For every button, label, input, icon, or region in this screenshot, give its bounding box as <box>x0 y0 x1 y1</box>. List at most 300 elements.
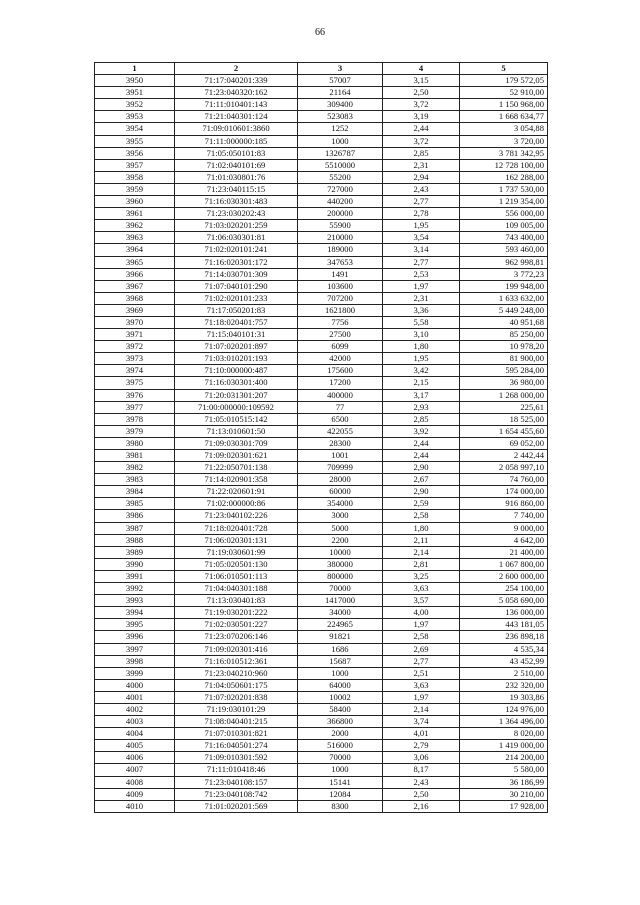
rate-cell: 2,77 <box>383 655 460 667</box>
row-number-cell: 3976 <box>95 389 175 401</box>
table-header-row <box>95 63 548 75</box>
value-cell: 74 760,00 <box>460 474 548 486</box>
cadastral-number-cell: 71:09:030301:709 <box>175 437 298 449</box>
row-number-cell: 3968 <box>95 292 175 304</box>
area-cell: 103600 <box>298 280 383 292</box>
cadastral-number-cell: 71:02:030501:227 <box>175 619 298 631</box>
area-cell: 60000 <box>298 486 383 498</box>
row-number-cell: 3980 <box>95 437 175 449</box>
row-number-cell: 3973 <box>95 353 175 365</box>
value-cell: 179 572,05 <box>460 75 548 87</box>
cadastral-number-cell: 71:21:040301:124 <box>175 111 298 123</box>
table-row <box>95 764 548 776</box>
cadastral-number-cell: 71:05:010515:142 <box>175 413 298 425</box>
area-cell: 309400 <box>298 99 383 111</box>
cadastral-number-cell: 71:16:030301:400 <box>175 377 298 389</box>
rate-cell: 3,63 <box>383 583 460 595</box>
area-cell: 1000 <box>298 667 383 679</box>
row-number-cell: 3998 <box>95 655 175 667</box>
cadastral-number-cell: 71:08:040401:215 <box>175 716 298 728</box>
table-row <box>95 87 548 99</box>
rate-cell: 3,06 <box>383 752 460 764</box>
row-number-cell: 3970 <box>95 316 175 328</box>
row-number-cell: 3978 <box>95 413 175 425</box>
row-number-cell: 3951 <box>95 87 175 99</box>
rate-cell: 3,14 <box>383 244 460 256</box>
cadastral-number-cell: 71:09:020301:621 <box>175 450 298 462</box>
row-number-cell: 3991 <box>95 570 175 582</box>
rate-cell: 1,80 <box>383 522 460 534</box>
row-number-cell: 3975 <box>95 377 175 389</box>
rate-cell: 3,74 <box>383 716 460 728</box>
area-cell: 55200 <box>298 171 383 183</box>
table-row <box>95 691 548 703</box>
value-cell: 4 642,00 <box>460 534 548 546</box>
value-cell: 10 978,20 <box>460 341 548 353</box>
area-cell: 57007 <box>298 75 383 87</box>
area-cell: 8300 <box>298 800 383 812</box>
table-row <box>95 679 548 691</box>
table-row <box>95 740 548 752</box>
row-number-cell: 3967 <box>95 280 175 292</box>
value-cell: 443 181,05 <box>460 619 548 631</box>
rate-cell: 2,43 <box>383 776 460 788</box>
area-cell: 516000 <box>298 740 383 752</box>
area-cell: 5000 <box>298 522 383 534</box>
row-number-cell: 3993 <box>95 595 175 607</box>
area-cell: 5510000 <box>298 159 383 171</box>
value-cell: 69 052,00 <box>460 437 548 449</box>
rate-cell: 2,81 <box>383 558 460 570</box>
area-cell: 21164 <box>298 87 383 99</box>
cadastral-number-cell: 71:02:020101:233 <box>175 292 298 304</box>
cadastral-number-cell: 71:18:020401:728 <box>175 522 298 534</box>
rate-cell: 8,17 <box>383 764 460 776</box>
table-row <box>95 583 548 595</box>
area-cell: 1686 <box>298 643 383 655</box>
row-number-cell: 4010 <box>95 800 175 812</box>
table-row <box>95 522 548 534</box>
table-row <box>95 220 548 232</box>
cadastral-number-cell: 71:19:030101:29 <box>175 703 298 715</box>
value-cell: 40 951,68 <box>460 316 548 328</box>
value-cell: 21 400,00 <box>460 546 548 558</box>
rate-cell: 5,58 <box>383 316 460 328</box>
rate-cell: 2,78 <box>383 208 460 220</box>
area-cell: 7756 <box>298 316 383 328</box>
cadastral-number-cell: 71:20:031301:207 <box>175 389 298 401</box>
row-number-cell: 3997 <box>95 643 175 655</box>
area-cell: 12084 <box>298 788 383 800</box>
page-number: 66 <box>315 27 325 38</box>
cadastral-number-cell: 71:07:040101:290 <box>175 280 298 292</box>
value-cell: 595 284,00 <box>460 365 548 377</box>
rate-cell: 2,50 <box>383 788 460 800</box>
rate-cell: 1,95 <box>383 353 460 365</box>
rate-cell: 2,85 <box>383 413 460 425</box>
table-row <box>95 171 548 183</box>
row-number-cell: 3960 <box>95 196 175 208</box>
rate-cell: 2,58 <box>383 631 460 643</box>
table-row <box>95 570 548 582</box>
rate-cell: 2,85 <box>383 147 460 159</box>
value-cell: 1 150 968,00 <box>460 99 548 111</box>
table-row <box>95 196 548 208</box>
area-cell: 354000 <box>298 498 383 510</box>
table-row <box>95 329 548 341</box>
row-number-cell: 4004 <box>95 728 175 740</box>
rate-cell: 3,15 <box>383 75 460 87</box>
value-cell: 214 200,00 <box>460 752 548 764</box>
cadastral-number-cell: 71:23:040115:15 <box>175 183 298 195</box>
rate-cell: 2,14 <box>383 703 460 715</box>
row-number-cell: 3971 <box>95 329 175 341</box>
value-cell: 1 419 000,00 <box>460 740 548 752</box>
area-cell: 17200 <box>298 377 383 389</box>
rate-cell: 2,31 <box>383 292 460 304</box>
cadastral-number-cell: 71:11:000000:185 <box>175 135 298 147</box>
rate-cell: 2,43 <box>383 183 460 195</box>
row-number-cell: 3984 <box>95 486 175 498</box>
cadastral-number-cell: 71:05:050101:83 <box>175 147 298 159</box>
value-cell: 1 364 496,00 <box>460 716 548 728</box>
table-row <box>95 147 548 159</box>
value-cell: 109 005,00 <box>460 220 548 232</box>
cadastral-number-cell: 71:01:020201:569 <box>175 800 298 812</box>
table-row <box>95 631 548 643</box>
value-cell: 1 067 800,00 <box>460 558 548 570</box>
rate-cell: 2,94 <box>383 171 460 183</box>
data-table <box>94 62 548 813</box>
value-cell: 1 737 530,00 <box>460 183 548 195</box>
row-number-cell: 3985 <box>95 498 175 510</box>
table-row <box>95 486 548 498</box>
rate-cell: 3,63 <box>383 679 460 691</box>
cadastral-number-cell: 71:16:030301:483 <box>175 196 298 208</box>
rate-cell: 3,72 <box>383 135 460 147</box>
row-number-cell: 3966 <box>95 268 175 280</box>
table-row <box>95 776 548 788</box>
cadastral-number-cell: 71:13:030401:83 <box>175 595 298 607</box>
value-cell: 4 535,34 <box>460 643 548 655</box>
table-row <box>95 800 548 812</box>
rate-cell: 2,51 <box>383 667 460 679</box>
area-cell: 189000 <box>298 244 383 256</box>
value-cell: 30 210,00 <box>460 788 548 800</box>
row-number-cell: 3957 <box>95 159 175 171</box>
table-row <box>95 437 548 449</box>
cadastral-number-cell: 71:00:000000:109592 <box>175 401 298 413</box>
cadastral-number-cell: 71:17:040201:339 <box>175 75 298 87</box>
area-cell: 6500 <box>298 413 383 425</box>
area-cell: 70000 <box>298 752 383 764</box>
table-body <box>95 75 548 813</box>
value-cell: 1 633 632,00 <box>460 292 548 304</box>
area-cell: 709999 <box>298 462 383 474</box>
table-row <box>95 716 548 728</box>
value-cell: 232 320,00 <box>460 679 548 691</box>
area-cell: 1621800 <box>298 304 383 316</box>
table-row <box>95 232 548 244</box>
table-row <box>95 752 548 764</box>
table-row <box>95 595 548 607</box>
cadastral-number-cell: 71:06:030301:81 <box>175 232 298 244</box>
value-cell: 236 898,18 <box>460 631 548 643</box>
cadastral-number-cell: 71:23:040108:742 <box>175 788 298 800</box>
cadastral-number-cell: 71:09:010301:592 <box>175 752 298 764</box>
value-cell: 593 460,00 <box>460 244 548 256</box>
value-cell: 5 058 690,00 <box>460 595 548 607</box>
area-cell: 347653 <box>298 256 383 268</box>
value-cell: 2 058 997,10 <box>460 462 548 474</box>
rate-cell: 2,44 <box>383 123 460 135</box>
table-row <box>95 377 548 389</box>
column-header-5: 5 <box>460 63 548 75</box>
table-row <box>95 341 548 353</box>
value-cell: 1 268 000,00 <box>460 389 548 401</box>
value-cell: 36 980,00 <box>460 377 548 389</box>
value-cell: 743 400,00 <box>460 232 548 244</box>
cadastral-number-cell: 71:11:010418:46 <box>175 764 298 776</box>
area-cell: 70000 <box>298 583 383 595</box>
area-cell: 10002 <box>298 691 383 703</box>
cadastral-number-cell: 71:06:010501:113 <box>175 570 298 582</box>
column-header-4: 4 <box>383 63 460 75</box>
table-row <box>95 353 548 365</box>
rate-cell: 4,01 <box>383 728 460 740</box>
row-number-cell: 3954 <box>95 123 175 135</box>
rate-cell: 1,95 <box>383 220 460 232</box>
table-row <box>95 99 548 111</box>
column-header-3: 3 <box>298 63 383 75</box>
area-cell: 77 <box>298 401 383 413</box>
rate-cell: 1,97 <box>383 691 460 703</box>
value-cell: 1 654 455,60 <box>460 425 548 437</box>
rate-cell: 2,79 <box>383 740 460 752</box>
cadastral-number-cell: 71:01:030801:76 <box>175 171 298 183</box>
table-row <box>95 365 548 377</box>
rate-cell: 2,53 <box>383 268 460 280</box>
cadastral-number-cell: 71:04:050601:175 <box>175 679 298 691</box>
cadastral-number-cell: 71:18:020401:757 <box>175 316 298 328</box>
cadastral-number-cell: 71:03:010201:193 <box>175 353 298 365</box>
cadastral-number-cell: 71:04:040301:188 <box>175 583 298 595</box>
row-number-cell: 3999 <box>95 667 175 679</box>
row-number-cell: 3979 <box>95 425 175 437</box>
table-row <box>95 728 548 740</box>
row-number-cell: 3964 <box>95 244 175 256</box>
table-row <box>95 183 548 195</box>
value-cell: 5 449 248,00 <box>460 304 548 316</box>
row-number-cell: 3994 <box>95 607 175 619</box>
row-number-cell: 3974 <box>95 365 175 377</box>
value-cell: 3 720,00 <box>460 135 548 147</box>
cadastral-number-cell: 71:22:050701:138 <box>175 462 298 474</box>
table-row <box>95 75 548 87</box>
area-cell: 15141 <box>298 776 383 788</box>
table-row <box>95 788 548 800</box>
value-cell: 3 054,88 <box>460 123 548 135</box>
row-number-cell: 4002 <box>95 703 175 715</box>
row-number-cell: 3983 <box>95 474 175 486</box>
value-cell: 1 219 354,00 <box>460 196 548 208</box>
cadastral-number-cell: 71:09:020301:416 <box>175 643 298 655</box>
area-cell: 400000 <box>298 389 383 401</box>
value-cell: 162 288,00 <box>460 171 548 183</box>
rate-cell: 3,10 <box>383 329 460 341</box>
row-number-cell: 3990 <box>95 558 175 570</box>
row-number-cell: 3972 <box>95 341 175 353</box>
area-cell: 10000 <box>298 546 383 558</box>
row-number-cell: 3962 <box>95 220 175 232</box>
rate-cell: 1,97 <box>383 619 460 631</box>
value-cell: 3 781 342,95 <box>460 147 548 159</box>
value-cell: 12 728 100,00 <box>460 159 548 171</box>
row-number-cell: 3965 <box>95 256 175 268</box>
area-cell: 3000 <box>298 510 383 522</box>
value-cell: 2 600 000,00 <box>460 570 548 582</box>
cadastral-number-cell: 71:02:020101:241 <box>175 244 298 256</box>
table-row <box>95 292 548 304</box>
area-cell: 1000 <box>298 135 383 147</box>
cadastral-number-cell: 71:05:020501:130 <box>175 558 298 570</box>
cadastral-number-cell: 71:13:010601:50 <box>175 425 298 437</box>
area-cell: 366800 <box>298 716 383 728</box>
row-number-cell: 3988 <box>95 534 175 546</box>
area-cell: 440200 <box>298 196 383 208</box>
rate-cell: 3,25 <box>383 570 460 582</box>
area-cell: 1491 <box>298 268 383 280</box>
rate-cell: 2,15 <box>383 377 460 389</box>
cadastral-number-cell: 71:19:030601:99 <box>175 546 298 558</box>
row-number-cell: 3992 <box>95 583 175 595</box>
cadastral-number-cell: 71:02:040101:69 <box>175 159 298 171</box>
value-cell: 36 186,99 <box>460 776 548 788</box>
area-cell: 42000 <box>298 353 383 365</box>
table-row <box>95 510 548 522</box>
value-cell: 136 000,00 <box>460 607 548 619</box>
rate-cell: 3,57 <box>383 595 460 607</box>
row-number-cell: 4003 <box>95 716 175 728</box>
rate-cell: 3,92 <box>383 425 460 437</box>
area-cell: 55900 <box>298 220 383 232</box>
value-cell: 8 020,00 <box>460 728 548 740</box>
area-cell: 6099 <box>298 341 383 353</box>
area-cell: 523083 <box>298 111 383 123</box>
row-number-cell: 3952 <box>95 99 175 111</box>
row-number-cell: 3950 <box>95 75 175 87</box>
value-cell: 17 928,00 <box>460 800 548 812</box>
table-row <box>95 123 548 135</box>
table-row <box>95 462 548 474</box>
area-cell: 1252 <box>298 123 383 135</box>
area-cell: 27500 <box>298 329 383 341</box>
value-cell: 7 740,00 <box>460 510 548 522</box>
rate-cell: 2,44 <box>383 437 460 449</box>
area-cell: 200000 <box>298 208 383 220</box>
table-row <box>95 111 548 123</box>
table-row <box>95 474 548 486</box>
rate-cell: 2,16 <box>383 800 460 812</box>
row-number-cell: 3953 <box>95 111 175 123</box>
value-cell: 254 100,00 <box>460 583 548 595</box>
table-row <box>95 316 548 328</box>
area-cell: 1326787 <box>298 147 383 159</box>
rate-cell: 3,42 <box>383 365 460 377</box>
area-cell: 28300 <box>298 437 383 449</box>
rate-cell: 3,17 <box>383 389 460 401</box>
row-number-cell: 3981 <box>95 450 175 462</box>
row-number-cell: 3961 <box>95 208 175 220</box>
value-cell: 174 000,00 <box>460 486 548 498</box>
value-cell: 43 452,99 <box>460 655 548 667</box>
table-row <box>95 425 548 437</box>
area-cell: 727000 <box>298 183 383 195</box>
area-cell: 175600 <box>298 365 383 377</box>
area-cell: 380000 <box>298 558 383 570</box>
cadastral-number-cell: 71:23:040102:226 <box>175 510 298 522</box>
column-header-1: 1 <box>95 63 175 75</box>
table-row <box>95 413 548 425</box>
rate-cell: 3,36 <box>383 304 460 316</box>
rate-cell: 2,69 <box>383 643 460 655</box>
area-cell: 422055 <box>298 425 383 437</box>
table-row <box>95 244 548 256</box>
table-row <box>95 667 548 679</box>
table-row <box>95 159 548 171</box>
row-number-cell: 3956 <box>95 147 175 159</box>
rate-cell: 2,77 <box>383 256 460 268</box>
area-cell: 15687 <box>298 655 383 667</box>
area-cell: 34000 <box>298 607 383 619</box>
row-number-cell: 3996 <box>95 631 175 643</box>
value-cell: 9 000,00 <box>460 522 548 534</box>
row-number-cell: 3969 <box>95 304 175 316</box>
value-cell: 5 580,00 <box>460 764 548 776</box>
rate-cell: 2,31 <box>383 159 460 171</box>
cadastral-number-cell: 71:23:040210:960 <box>175 667 298 679</box>
rate-cell: 2,44 <box>383 450 460 462</box>
table-row <box>95 135 548 147</box>
cadastral-number-cell: 71:07:020201:838 <box>175 691 298 703</box>
row-number-cell: 4006 <box>95 752 175 764</box>
table-row <box>95 558 548 570</box>
cadastral-number-cell: 71:14:020901:358 <box>175 474 298 486</box>
cadastral-number-cell: 71:11:010401:143 <box>175 99 298 111</box>
cadastral-number-cell: 71:23:040108:157 <box>175 776 298 788</box>
table-row <box>95 268 548 280</box>
rate-cell: 2,14 <box>383 546 460 558</box>
value-cell: 556 000,00 <box>460 208 548 220</box>
cadastral-number-cell: 71:06:020301:131 <box>175 534 298 546</box>
cadastral-number-cell: 71:23:030202:43 <box>175 208 298 220</box>
row-number-cell: 3955 <box>95 135 175 147</box>
table-row <box>95 534 548 546</box>
area-cell: 91821 <box>298 631 383 643</box>
value-cell: 81 900,00 <box>460 353 548 365</box>
rate-cell: 2,58 <box>383 510 460 522</box>
area-cell: 210000 <box>298 232 383 244</box>
value-cell: 225,61 <box>460 401 548 413</box>
cadastral-number-cell: 71:07:020201:897 <box>175 341 298 353</box>
table-row <box>95 450 548 462</box>
column-header-2: 2 <box>175 63 298 75</box>
table-row <box>95 546 548 558</box>
table-row <box>95 607 548 619</box>
table-row <box>95 619 548 631</box>
cadastral-number-cell: 71:09:010601:3860 <box>175 123 298 135</box>
rate-cell: 3,19 <box>383 111 460 123</box>
